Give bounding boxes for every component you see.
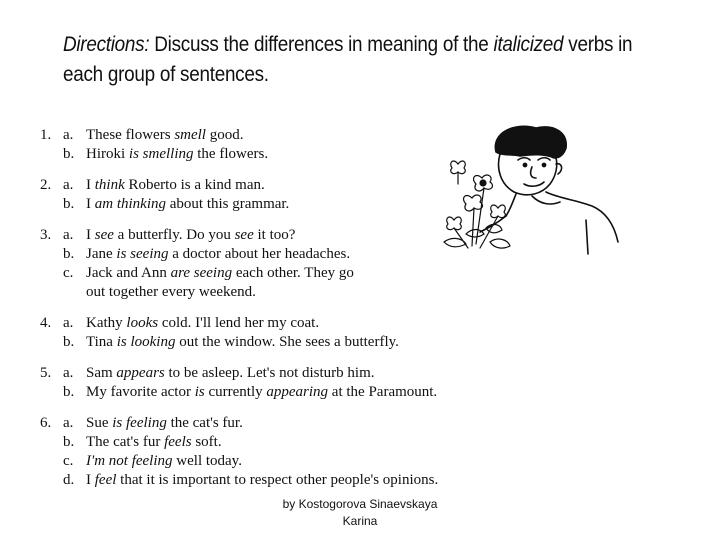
- sentence-text: [86, 126, 243, 145]
- sentence-fragment: Jane: [86, 246, 117, 262]
- sentence-fragment: each other. They go: [232, 265, 354, 281]
- sentence-line: [40, 264, 540, 283]
- italicized-verb: am thinking: [94, 196, 166, 212]
- sentence-fragment: that it is important to respect other people's opinions.: [116, 472, 439, 488]
- author-credit-line-1: by Kostogorova Sinaevskaya: [282, 497, 438, 511]
- italicized-verb: looks: [126, 315, 159, 331]
- sentence-fragment: I: [86, 196, 95, 212]
- directions-body-start: Discuss the differences in meaning of the: [149, 33, 494, 56]
- sentence-line: [40, 452, 540, 471]
- item-letter: c.: [63, 265, 74, 281]
- sentence-fragment: a butterfly. Do you: [113, 227, 235, 243]
- sentence-fragment: Jack and Ann: [86, 265, 171, 281]
- sentence-fragment: out the window. She sees a butterfly.: [175, 334, 399, 350]
- sentence-text: [86, 314, 319, 333]
- sentence-line: [40, 471, 540, 490]
- sentence-line: [40, 364, 540, 383]
- sentence-text: [86, 333, 399, 352]
- italicized-verb: are seeing: [170, 265, 233, 281]
- italicized-verb: smell: [174, 127, 206, 143]
- directions-italic-word: italicized: [493, 33, 564, 56]
- author-credit: [230, 496, 490, 530]
- sentence-fragment: I: [86, 472, 95, 488]
- item-letter: b.: [63, 334, 75, 350]
- sentence-fragment: good.: [205, 127, 244, 143]
- group-number: 6.: [40, 415, 52, 431]
- directions-text: [63, 30, 639, 90]
- italicized-verb: appears: [116, 365, 165, 381]
- sentence-fragment: The cat's fur: [86, 434, 165, 450]
- sentence-fragment: about this grammar.: [166, 196, 290, 212]
- italicized-verb: is looking: [116, 334, 176, 350]
- sentence-text: [86, 195, 289, 214]
- sentence-fragment: Sue: [86, 415, 113, 431]
- sentence-fragment: out together every weekend.: [86, 284, 256, 300]
- group-number: 5.: [40, 365, 52, 381]
- author-credit-line-2: Karina: [342, 514, 378, 528]
- item-letter: a.: [63, 177, 74, 193]
- sentence-fragment: Roberto is a kind man.: [124, 177, 265, 193]
- sentence-fragment: Hiroki: [86, 146, 129, 162]
- sentence-fragment: Sam: [86, 365, 117, 381]
- item-letter: a.: [63, 315, 74, 331]
- sentence-line: [40, 414, 540, 433]
- italicized-verb: see: [234, 227, 254, 243]
- group-number: 1.: [40, 127, 52, 143]
- item-letter: b.: [63, 146, 75, 162]
- item-letter: a.: [63, 415, 74, 431]
- sentence-fragment: it too?: [253, 227, 296, 243]
- directions-body-end: verbs in each group of sentences.: [63, 33, 633, 86]
- sentence-fragment: well today.: [172, 453, 242, 469]
- directions-label: Directions:: [63, 33, 150, 56]
- exercise-group-5: [40, 364, 540, 402]
- italicized-verb: is: [194, 384, 205, 400]
- italicized-verb: feels: [164, 434, 192, 450]
- sentence-line: [40, 333, 540, 352]
- sentence-text: [86, 414, 243, 433]
- sentence-text: [86, 383, 437, 402]
- sentence-text: [86, 433, 222, 452]
- item-letter: b.: [63, 434, 75, 450]
- sentence-text: [86, 176, 265, 195]
- sentence-text: [86, 245, 350, 264]
- exercise-group-6: [40, 414, 540, 490]
- sentence-fragment: at the Paramount.: [328, 384, 438, 400]
- group-number: 2.: [40, 177, 52, 193]
- sentence-fragment: I: [86, 177, 95, 193]
- italicized-verb: think: [94, 177, 125, 193]
- italicized-verb: is seeing: [116, 246, 169, 262]
- sentence-fragment: cold. I'll lend her my coat.: [158, 315, 320, 331]
- italicized-verb: appearing: [266, 384, 329, 400]
- sentence-text: [86, 452, 242, 471]
- sentence-fragment: currently: [204, 384, 267, 400]
- sentence-fragment: Tina: [86, 334, 117, 350]
- item-letter: a.: [63, 227, 74, 243]
- item-letter: b.: [63, 384, 75, 400]
- sentence-text: [86, 283, 256, 302]
- sentence-fragment: soft.: [191, 434, 222, 450]
- sentence-line: [40, 383, 540, 402]
- sentence-text: [86, 145, 268, 164]
- italicized-verb: see: [94, 227, 114, 243]
- item-letter: a.: [63, 127, 74, 143]
- sentence-line: [40, 433, 540, 452]
- sentence-text: [86, 226, 295, 245]
- sentence-fragment: I: [86, 227, 95, 243]
- sentence-text: [86, 264, 354, 283]
- italicized-verb: is feeling: [112, 415, 167, 431]
- item-letter: a.: [63, 365, 74, 381]
- sentence-fragment: Kathy: [86, 315, 127, 331]
- exercise-group-4: [40, 314, 540, 352]
- item-letter: b.: [63, 196, 75, 212]
- sentence-fragment: a doctor about her headaches.: [168, 246, 351, 262]
- sentence-text: [86, 471, 438, 490]
- boy-smelling-flowers-illustration: [436, 124, 636, 259]
- sentence-fragment: the flowers.: [193, 146, 269, 162]
- sentence-line: [40, 283, 540, 302]
- item-letter: c.: [63, 453, 74, 469]
- group-number: 4.: [40, 315, 52, 331]
- sentence-fragment: My favorite actor: [86, 384, 195, 400]
- group-number: 3.: [40, 227, 52, 243]
- sentence-fragment: the cat's fur.: [166, 415, 243, 431]
- item-letter: b.: [63, 246, 75, 262]
- item-letter: d.: [63, 472, 75, 488]
- italicized-verb: feel: [94, 472, 117, 488]
- italicized-verb: I'm not feeling: [86, 453, 173, 469]
- sentence-fragment: These flowers: [86, 127, 175, 143]
- italicized-verb: is smelling: [128, 146, 194, 162]
- sentence-fragment: to be asleep. Let's not disturb him.: [164, 365, 375, 381]
- sentence-line: [40, 314, 540, 333]
- sentence-text: [86, 364, 375, 383]
